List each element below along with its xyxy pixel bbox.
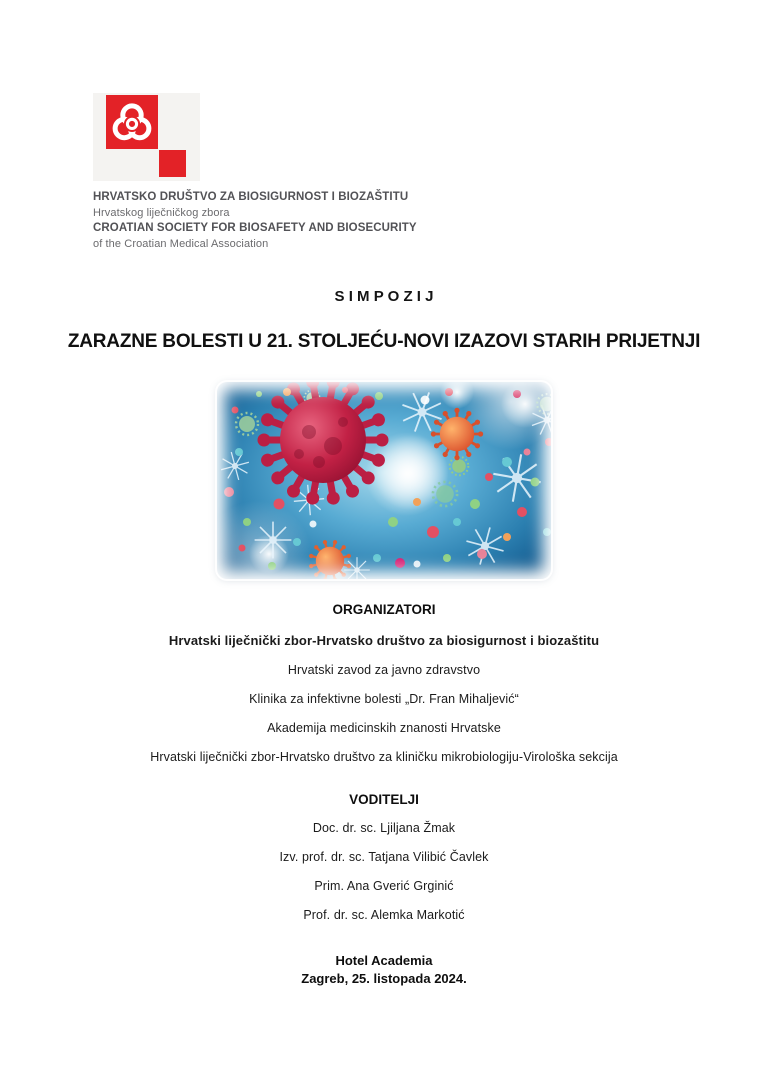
society-sub-hr: Hrvatskog liječničkog zbora [93,206,230,219]
biohazard-logo [93,93,200,181]
organizer-item: Klinika za infektivne bolesti „Dr. Fran Mihaljević“ [249,692,519,706]
venue-date-block [0,952,768,988]
venue: Hotel Academia [335,953,433,968]
logo-small-square [159,150,186,177]
society-name-en: CROATIAN SOCIETY FOR BIOSAFETY AND BIOSECURITY [93,222,417,234]
organizer-item: Hrvatski liječnički zbor-Hrvatsko društvo za kliničku mikrobiologiju-Virološka sekcija [150,750,618,764]
event-kicker: S I M P O Z I J [334,288,434,305]
leader-item: Doc. dr. sc. Ljiljana Žmak [312,821,456,835]
organizer-item: Hrvatski zavod za javno zdravstvo [287,663,481,677]
logo-big-square [106,95,158,149]
leader-item: Prim. Ana Gverić Grginić [314,879,454,893]
event-title: ZARAZNE BOLESTI U 21. STOLJEĆU-NOVI IZAZOVI STARIH PRIJETNJI [67,331,701,352]
society-names [93,190,417,252]
society-logo-block [93,93,417,252]
organizer-item: Akademija medicinskih znanosti Hrvatske [267,721,501,735]
leader-item: Izv. prof. dr. sc. Tatjana Vilibić Čavlek [279,850,489,864]
society-sub-en: of the Croatian Medical Association [93,237,269,250]
leader-item: Prof. dr. sc. Alemka Markotić [303,908,465,922]
organizer-lead: Hrvatski liječnički zbor-Hrvatsko društvo za biosigurnost i biozaštitu [168,633,600,648]
society-name-hr: HRVATSKO DRUŠTVO ZA BIOSIGURNOST I BIOZAŠTITU [93,191,409,203]
leaders-heading: VODITELJI [349,792,419,807]
organizers-heading: ORGANIZATORI [332,602,436,617]
virus-illustration [217,382,551,579]
date-line: Zagreb, 25. listopada 2024. [301,971,467,986]
virus-illustration-art [217,382,551,579]
biohazard-icon [109,99,155,145]
